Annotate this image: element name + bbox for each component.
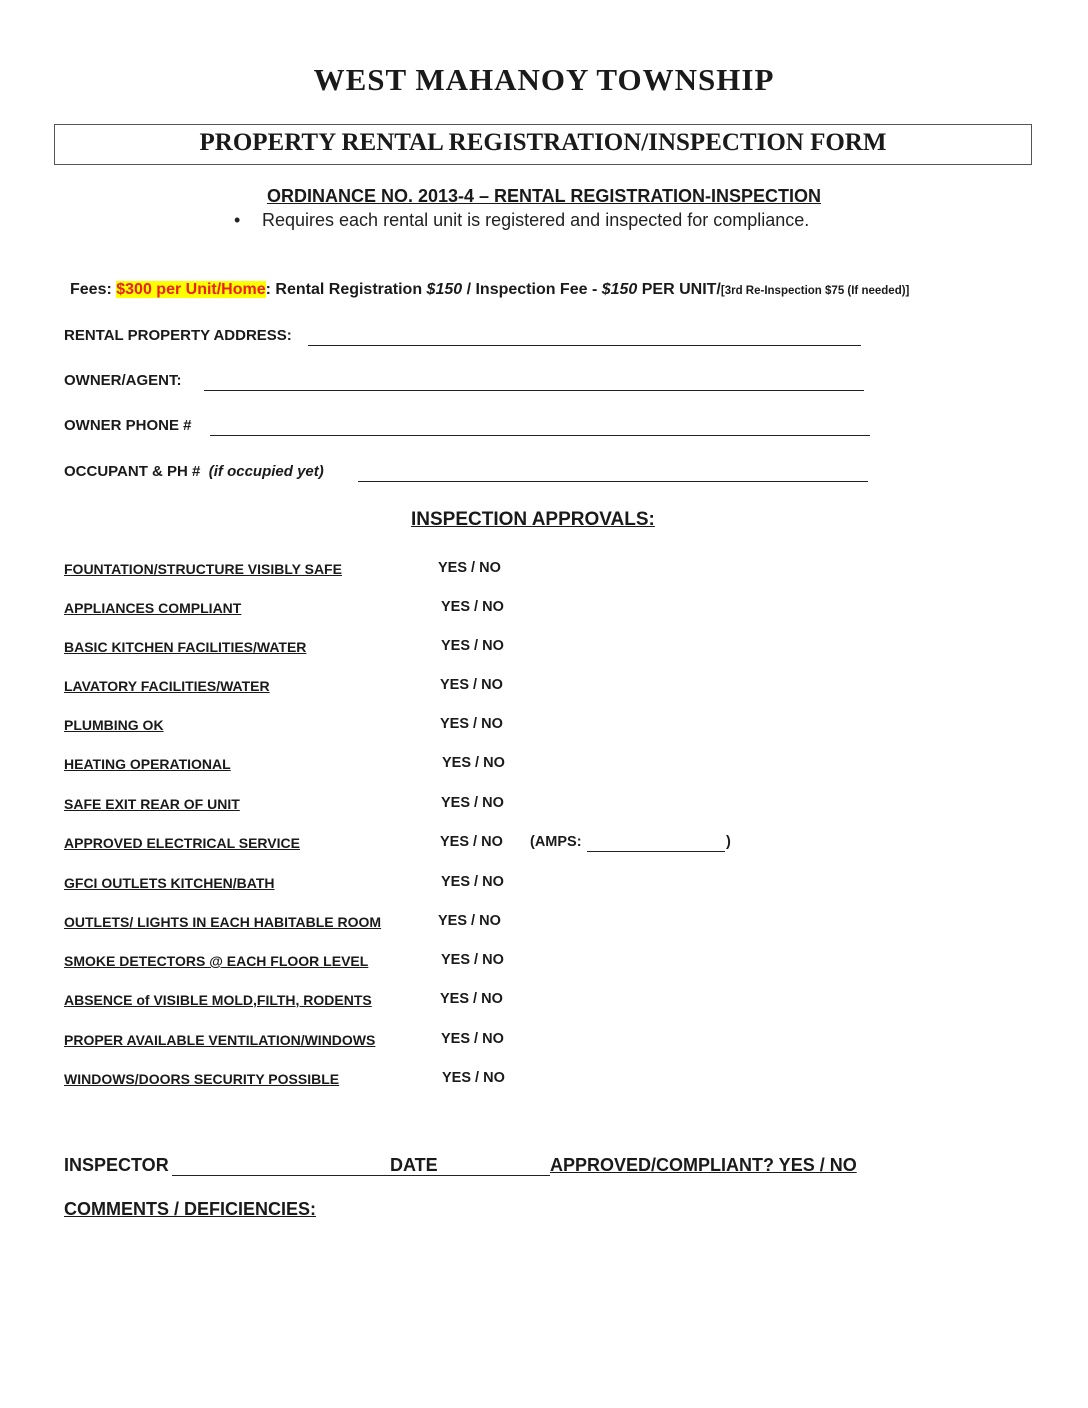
fees-text-3: PER UNIT/ <box>637 281 721 298</box>
yes-no-plumbing[interactable]: YES / NO <box>440 716 503 732</box>
yes-no-heating[interactable]: YES / NO <box>442 755 505 771</box>
inspection-heading: INSPECTION APPROVALS: <box>411 509 655 530</box>
inspection-item-appliances: APPLIANCES COMPLIANT <box>64 600 242 616</box>
form-title: PROPERTY RENTAL REGISTRATION/INSPECTION FORM <box>199 129 887 156</box>
occupant-note: (if occupied yet) <box>208 463 324 480</box>
yes-no-appliances[interactable]: YES / NO <box>441 599 504 615</box>
inspection-item-electrical: APPROVED ELECTRICAL SERVICE <box>64 835 300 851</box>
yes-no-lavatory[interactable]: YES / NO <box>440 677 503 693</box>
address-input-line[interactable] <box>308 345 861 346</box>
inspection-item-gfci: GFCI OUTLETS KITCHEN/BATH <box>64 875 275 891</box>
fees-label: Fees: <box>70 281 117 298</box>
ordinance-heading: ORDINANCE NO. 2013-4 – RENTAL REGISTRATION-INSPECTION <box>266 186 822 206</box>
yes-no-electrical[interactable]: YES / NO <box>440 834 503 850</box>
ordinance-bullet <box>234 210 809 231</box>
approved-compliant[interactable]: APPROVED/COMPLIANT? YES / NO <box>550 1155 857 1175</box>
phone-label: OWNER PHONE # <box>64 417 192 434</box>
inspection-item-heating: HEATING OPERATIONAL <box>64 756 231 772</box>
inspector-input-line[interactable] <box>172 1175 390 1176</box>
yes-no-ventilation[interactable]: YES / NO <box>441 1031 504 1047</box>
reinspection-fee: [3rd Re-Inspection $75 (If needed)] <box>720 285 910 297</box>
comments-label: COMMENTS / DEFICIENCIES: <box>64 1199 317 1219</box>
fees-line <box>70 281 909 299</box>
yes-no-smoke[interactable]: YES / NO <box>441 952 504 968</box>
fees-text-1: : Rental Registration <box>265 281 427 298</box>
inspection-item-lavatory: LAVATORY FACILITIES/WATER <box>64 678 270 694</box>
occupant-label: OCCUPANT & PH # <box>64 463 201 480</box>
date-label-underline <box>390 1175 441 1176</box>
inspection-item-smoke: SMOKE DETECTORS @ EACH FLOOR LEVEL <box>64 953 369 969</box>
address-label: RENTAL PROPERTY ADDRESS: <box>64 327 292 344</box>
date-label: DATE <box>390 1155 438 1175</box>
amps-input-line[interactable] <box>587 851 725 852</box>
inspection-item-kitchen: BASIC KITCHEN FACILITIES/WATER <box>64 639 307 655</box>
yes-no-security[interactable]: YES / NO <box>442 1070 505 1086</box>
comments-area[interactable] <box>64 1232 1024 1382</box>
yes-no-mold[interactable]: YES / NO <box>440 991 503 1007</box>
inspection-item-security: WINDOWS/DOORS SECURITY POSSIBLE <box>64 1071 340 1087</box>
registration-fee: $150 <box>426 281 463 298</box>
yes-no-gfci[interactable]: YES / NO <box>441 874 504 890</box>
inspection-item-safe-exit: SAFE EXIT REAR OF UNIT <box>64 796 240 812</box>
fees-text-2: / Inspection Fee - <box>462 281 602 298</box>
inspection-item-ventilation: PROPER AVAILABLE VENTILATION/WINDOWS <box>64 1032 376 1048</box>
bullet-icon: • <box>234 210 241 230</box>
yes-no-kitchen[interactable]: YES / NO <box>441 638 504 654</box>
inspection-item-outlets: OUTLETS/ LIGHTS IN EACH HABITABLE ROOM <box>64 914 382 930</box>
inspection-fee: $150 <box>601 281 638 298</box>
yes-no-outlets[interactable]: YES / NO <box>438 913 501 929</box>
ordinance-bullet-text: Requires each rental unit is registered and inspected for compliance. <box>262 210 810 230</box>
amps-label: (AMPS: <box>530 834 582 850</box>
inspector-label: INSPECTOR <box>64 1155 169 1175</box>
township-title: WEST MAHANOY TOWNSHIP <box>313 62 775 97</box>
amps-close: ) <box>726 834 731 850</box>
phone-input-line[interactable] <box>210 435 870 436</box>
yes-no-safe-exit[interactable]: YES / NO <box>441 795 504 811</box>
inspection-item-mold: ABSENCE of VISIBLE MOLD,FILTH, RODENTS <box>64 992 372 1008</box>
inspection-item-foundation: FOUNTATION/STRUCTURE VISIBLY SAFE <box>64 561 342 577</box>
owner-input-line[interactable] <box>204 390 864 391</box>
yes-no-foundation[interactable]: YES / NO <box>438 560 501 576</box>
date-input-line[interactable] <box>441 1175 550 1176</box>
owner-label: OWNER/AGENT: <box>64 372 182 389</box>
occupant-input-line[interactable] <box>358 481 868 482</box>
fees-highlight: $300 per Unit/Home <box>116 281 266 298</box>
inspection-item-plumbing: PLUMBING OK <box>64 717 164 733</box>
occupant-field <box>64 463 324 480</box>
